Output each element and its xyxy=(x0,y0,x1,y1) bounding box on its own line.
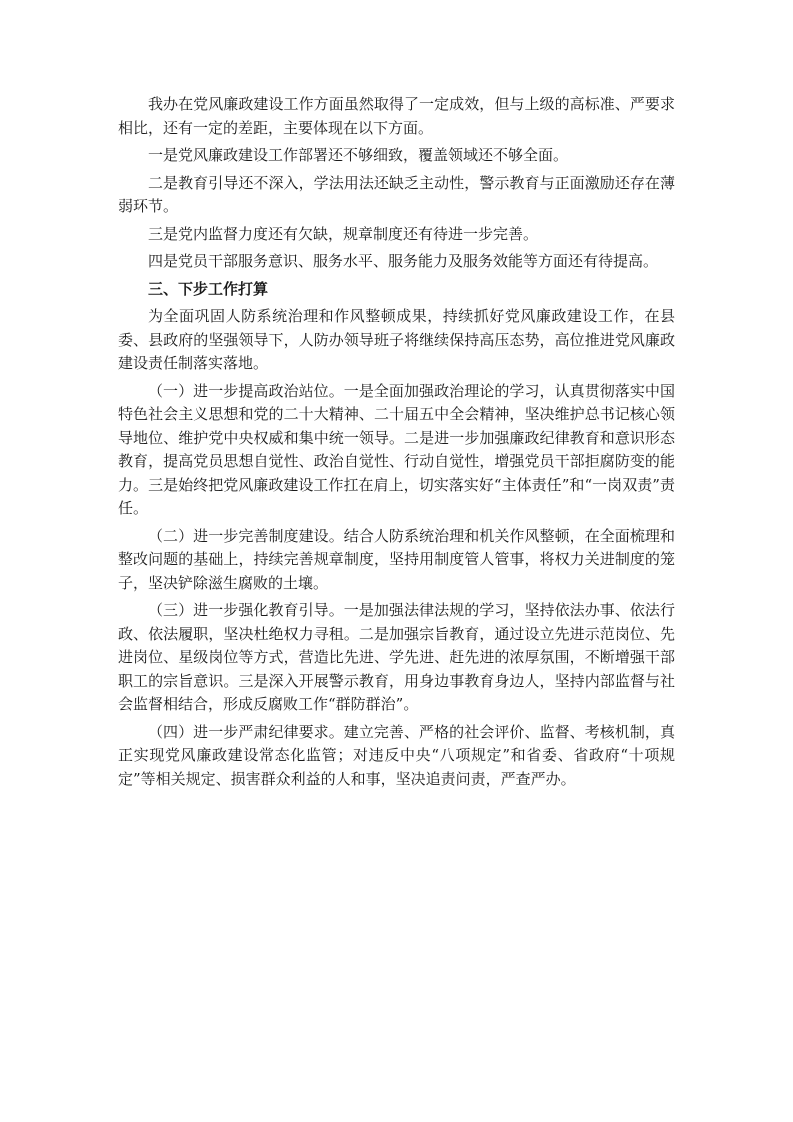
paragraph-plan-1: （一）进一步提高政治站位。一是全面加强政治理论的学习，认真贯彻落实中国特色社会主义思想和党的二十大精神、二十届五中全会精神，坚决维护总书记核心领导地位、维护党中央权威和集中统一领导。二是进一步加强廉政纪律教育和意识形态教育，提高党员思想自觉性、政治自觉性、行动自觉性，增强党员干部拒腐防变的能力。三是始终把党风廉政建设工作扛在肩上，切实落实好“主体责任”和“一岗双责”责任。 xyxy=(118,381,675,517)
document-body xyxy=(118,93,675,795)
paragraph-shortcoming-1: 一是党风廉政建设工作部署还不够细致，覆盖领域还不够全面。 xyxy=(148,146,569,164)
paragraph-plan-4: （四）进一步严肃纪律要求。建立完善、严格的社会评价、监督、考核机制，真正实现党风廉政建设常态化监管；对违反中央“八项规定”和省委、省政府“十项规定”等相关规定、损害群众利益的人和事，坚决追责问责，严查严办。 xyxy=(118,722,675,788)
paragraph-shortcomings-intro: 我办在党风廉政建设工作方面虽然取得了一定成效，但与上级的高标准、严要求相比，还有一定的差距，主要体现在以下方面。 xyxy=(118,95,675,137)
paragraph-shortcoming-4: 四是党员干部服务意识、服务水平、服务能力及服务效能等方面还有待提高。 xyxy=(148,252,659,270)
paragraph-shortcoming-2: 二是教育引导还不深入，学法用法还缺乏主动性，警示教育与正面激励还存在薄弱环节。 xyxy=(118,173,675,215)
paragraph-plan-3: （三）进一步强化教育引导。一是加强法律法规的学习，坚持依法办事、依法行政、依法履职，坚决杜绝权力寻租。二是加强宗旨教育，通过设立先进示范岗位、先进岗位、星级岗位等方式，营造比先进、学先进、赶先进的浓厚氛围，不断增强干部职工的宗旨意识。三是深入开展警示教育，用身边事教育身边人，坚持内部监督与社会监督相结合，形成反腐败工作“群防群治”。 xyxy=(118,601,675,713)
paragraph-shortcoming-3: 三是党内监督力度还有欠缺，规章制度还有待进一步完善。 xyxy=(148,224,539,243)
paragraph-plan-2: （二）进一步完善制度建设。结合人防系统治理和机关作风整顿，在全面梳理和整改问题的基础上，持续完善规章制度，坚持用制度管人管事，将权力关进制度的笼子，坚决铲除滋生腐败的土壤。 xyxy=(118,526,675,592)
section-heading: 三、下步工作打算 xyxy=(148,279,269,298)
paragraph-plan-intro: 为全面巩固人防系统治理和作风整顿成果，持续抓好党风廉政建设工作，在县委、县政府的坚强领导下，人防办领导班子将继续保持高压态势，高位推进党风廉政建设责任制落实落地。 xyxy=(118,307,675,372)
